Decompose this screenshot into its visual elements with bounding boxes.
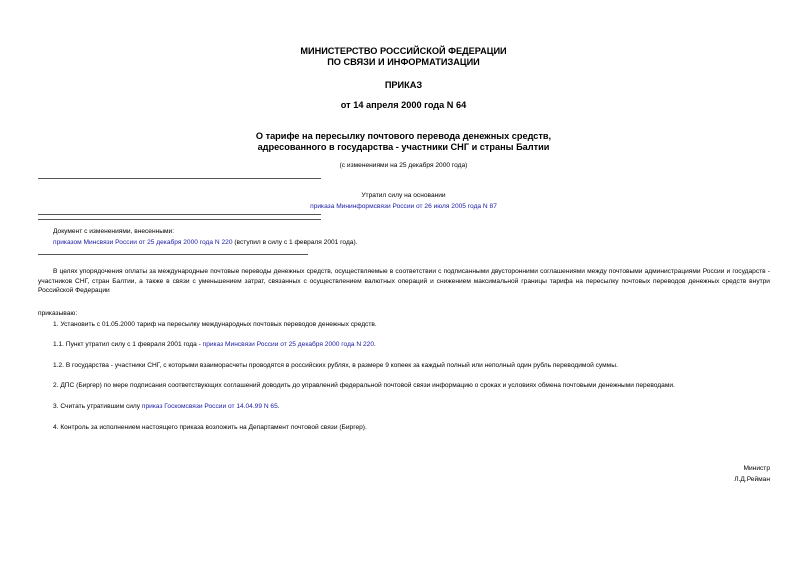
item-3-link[interactable]: приказ Госкомсвязи России от 14.04.99 N 65 bbox=[141, 403, 278, 410]
doc-title-line-2: адресованного в государства - участники СНГ и страны Балтии bbox=[257, 142, 550, 152]
amendments-intro: Документ с изменениями, внесенными: bbox=[53, 228, 175, 235]
item-3-suffix: . bbox=[277, 403, 280, 410]
item-2: 2. ДПС (Биргер) по мере подписания соответствующих соглашений доводить до управлений федеральной почтовой связи информацию о сроках и условиях обмена почтовыми денежными переводами. bbox=[53, 382, 675, 389]
signature-block bbox=[734, 463, 770, 485]
doc-title bbox=[0, 131, 807, 153]
divider bbox=[38, 178, 321, 179]
doc-type: ПРИКАЗ bbox=[384, 80, 423, 90]
lost-force-text: Утратил силу на основании bbox=[361, 192, 446, 199]
amendments-suffix: (вступил в силу с 1 февраля 2001 года). bbox=[232, 239, 358, 246]
divider bbox=[38, 214, 321, 215]
doc-date-number: от 14 апреля 2000 года N 64 bbox=[340, 100, 467, 110]
doc-title-line-1: О тарифе на пересылку почтового перевода денежных средств, bbox=[255, 131, 552, 141]
ministry-line-2: ПО СВЯЗИ И ИНФОРМАТИЗАЦИИ bbox=[327, 57, 480, 67]
ministry-name bbox=[0, 46, 807, 68]
item-1: 1. Установить с 01.05.2000 тариф на пересылку международных почтовых переводов денежных средств. bbox=[53, 321, 377, 328]
item-1-2: 1.2. В государства - участники СНГ, с которыми взаиморасчеты проводятся в российских рублях, в размере 9 копеек за каждый полный или неполный один рубль переводимой суммы. bbox=[53, 362, 618, 369]
item-1-1-prefix: 1.1. Пункт утратил силу с 1 февраля 2001 года - bbox=[53, 341, 203, 348]
ministry-line-1: МИНИСТЕРСТВО РОССИЙСКОЙ ФЕДЕРАЦИИ bbox=[300, 46, 507, 56]
item-4: 4. Контроль за исполнением настоящего приказа возложить на Департамент почтовой связи (Биргер). bbox=[53, 424, 367, 431]
amendments-line bbox=[53, 238, 358, 247]
preamble-paragraph: В целях упорядочения оплаты за международные почтовые переводы денежных средств, осуществляемые в соответствии с подписанными двусторонними соглашениями между почтовыми администрациями России и государств - участников СНГ, стран Балтии, а также в связи с уменьшением затрат, связанных с осуществлением валютных операций и снижением максимальной границы тарифа на пересылку почтовых переводов денежных средств внутри Российской Федерации bbox=[38, 268, 770, 294]
item-1-1-link[interactable]: приказ Минсвязи России от 25 декабря 2000 года N 220 bbox=[202, 341, 375, 348]
item-3-prefix: 3. Считать утратившим силу bbox=[53, 403, 142, 410]
divider bbox=[38, 219, 321, 220]
changes-note: (с изменениями на 25 декабря 2000 года) bbox=[339, 162, 468, 169]
item-1-1 bbox=[53, 340, 376, 349]
lost-force-link[interactable]: приказа Мининформсвязи России от 26 июля 2005 года N 87 bbox=[310, 203, 497, 210]
divider bbox=[38, 254, 308, 255]
signature-position: Министр bbox=[743, 465, 770, 472]
order-word: приказываю: bbox=[38, 310, 78, 317]
lost-force-block bbox=[0, 190, 807, 212]
signature-name: Л.Д.Рейман bbox=[734, 476, 770, 483]
item-1-1-suffix: . bbox=[374, 341, 376, 348]
item-3 bbox=[53, 402, 280, 411]
amendments-link[interactable]: приказом Минсвязи России от 25 декабря 2000 года N 220 bbox=[53, 239, 233, 246]
